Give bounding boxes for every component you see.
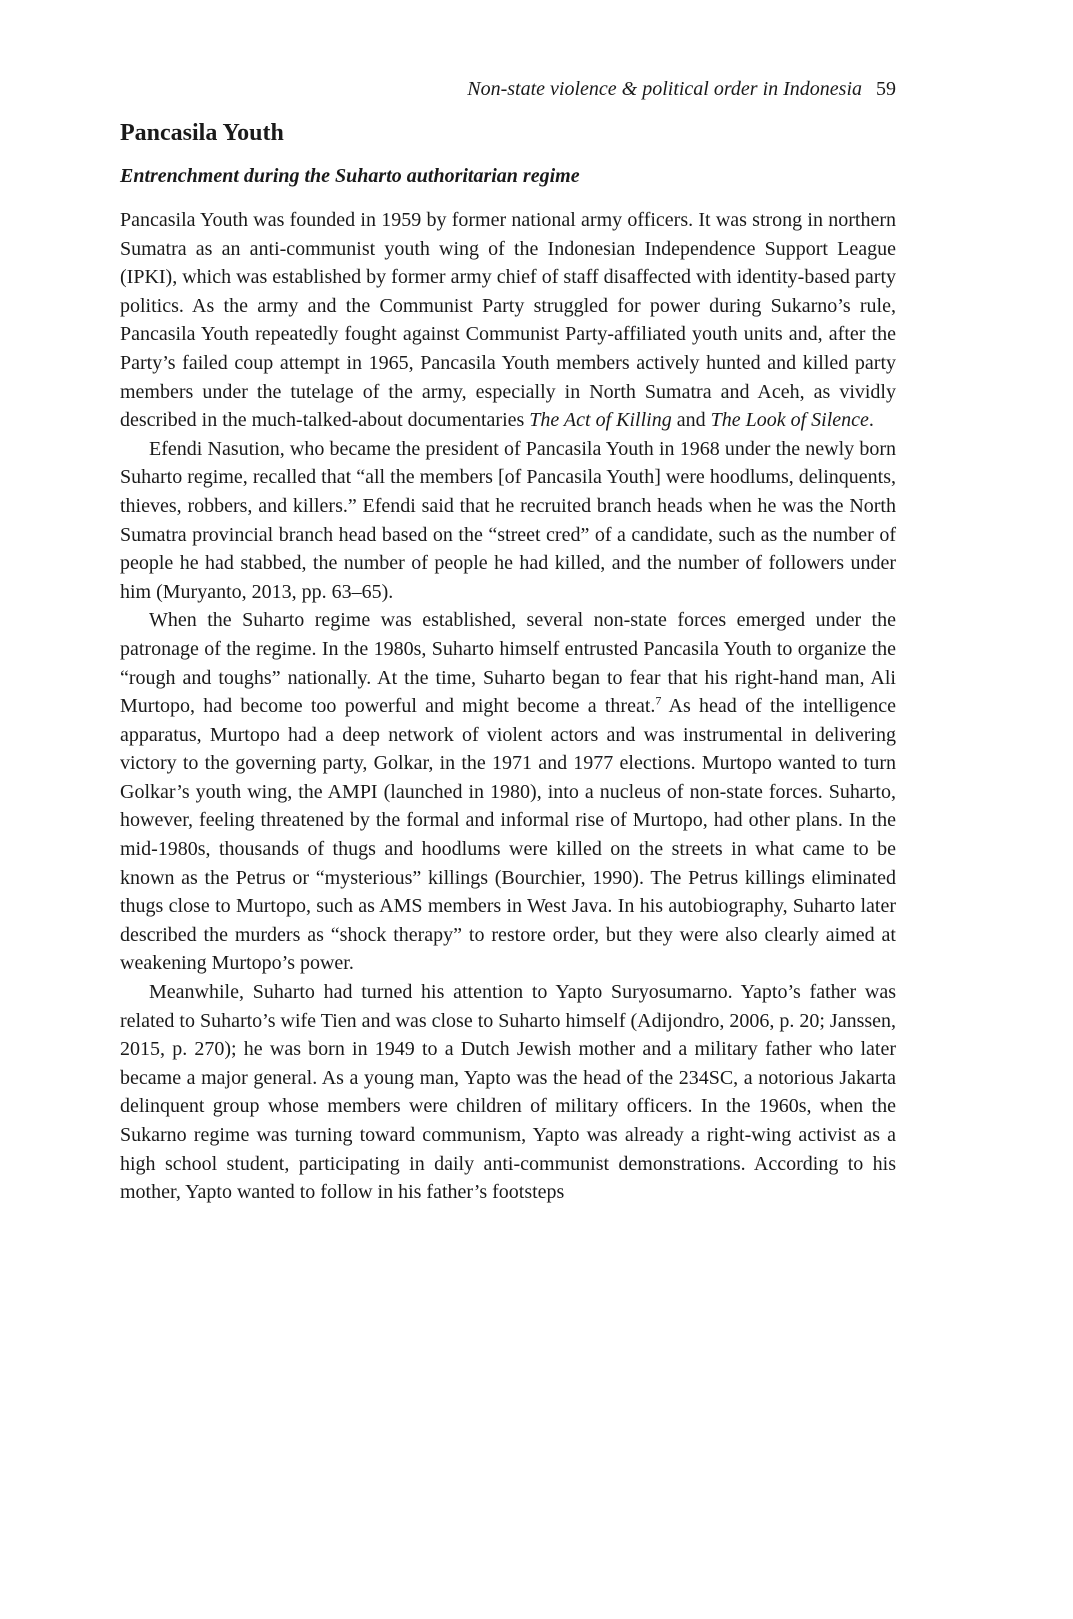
film-title-look-of-silence: The Look of Silence	[710, 409, 869, 432]
paragraph-3	[120, 606, 896, 978]
page-number: 59	[876, 78, 896, 100]
film-title-act-of-killing: The Act of Killing	[529, 409, 672, 432]
paragraph-1	[120, 206, 896, 435]
subheading: Entrenchment during the Suharto authoritarian regime	[120, 165, 580, 187]
section-heading: Pancasila Youth	[120, 120, 284, 146]
footnote-reference[interactable]: 7	[655, 693, 662, 708]
running-head-title: Non-state violence & political order in Indonesia	[467, 78, 862, 100]
paragraph-1-text: Pancasila Youth was founded in 1959 by former national army officers. It was strong in northern Sumatra as an anti-communist youth wing of the Indonesian Independence Support League (IPKI), which was established by former army chief of staff disaffected with identity-based party politics. As the army and the Communist Party struggled for power during Sukarno’s rule, Pancasila Youth repeatedly fought against Communist Party-affiliated youth units and, after the Party’s failed coup attempt in 1965, Pancasila Youth members actively hunted and killed party members under the tutelage of the army, especially in North Sumatra and Aceh, as vividly described in the much-talked-about documentaries	[120, 209, 896, 432]
running-head	[120, 75, 896, 103]
paragraph-4: Meanwhile, Suharto had turned his attention to Yapto Suryosumarno. Yapto’s father was related to Suharto’s wife Tien and was close to Suharto himself (Adijondro, 2006, p. 20; Janssen, 2015, p. 270); he was born in 1949 to a Dutch Jewish mother and a military father who later became a major general. As a young man, Yapto was the head of the 234SC, a notorious Jakarta delinquent group whose members were children of military officers. In the 1960s, when the Sukarno regime was turning toward communism, Yapto was already a right-wing activist as a high school student, participating in daily anti-communist demonstrations. According to his mother, Yapto wanted to follow in his father’s footsteps	[120, 981, 897, 1204]
paragraph-1-end: .	[868, 409, 874, 432]
paragraph-3-after: As head of the intelligence apparatus, Murtopo had a deep network of violent actors and was instrumental in delivering victory to the governing party, Golkar, in the 1971 and 1977 elections. Murtopo wanted to turn Golkar’s youth wing, the AMPI (launched in 1980), into a nucleus of non-state forces. Suharto, however, feeling threatened by the formal and informal rise of Murtopo, had other plans. In the mid-1980s, thousands of thugs and hoodlums were killed on the streets in what came to be known as the Petrus or “mysterious” killings (Bourchier, 1990). The Petrus killings eliminated thugs close to Murtopo, such as AMS members in West Java. In his autobiography, Suharto later described the murders as “shock therapy” to restore order, but they were also clearly aimed at weakening Murtopo’s power.	[120, 695, 896, 975]
paragraph-1-and: and	[671, 409, 711, 432]
paragraph-3-before: When the Suharto regime was established, several non-state forces emerged under the patronage of the regime. In the 1980s, Suharto himself entrusted Pancasila Youth to organize the “rough and toughs” nationally. At the time, Suharto began to fear that his right-hand man, Ali Murtopo, had become too powerful and might become a threat.	[120, 609, 896, 718]
paragraph-2: Efendi Nasution, who became the president of Pancasila Youth in 1968 under the newly born Suharto regime, recalled that “all the members [of Pancasila Youth] were hoodlums, delinquents, thieves, robbers, and killers.” Efendi said that he recruited branch heads when he was the North Sumatra provincial branch head based on the “street cred” of a candidate, such as the number of people he had stabbed, the number of people he had killed, and the number of followers under him (Muryanto, 2013, pp. 63–65).	[120, 437, 896, 603]
body-text	[120, 206, 896, 1207]
